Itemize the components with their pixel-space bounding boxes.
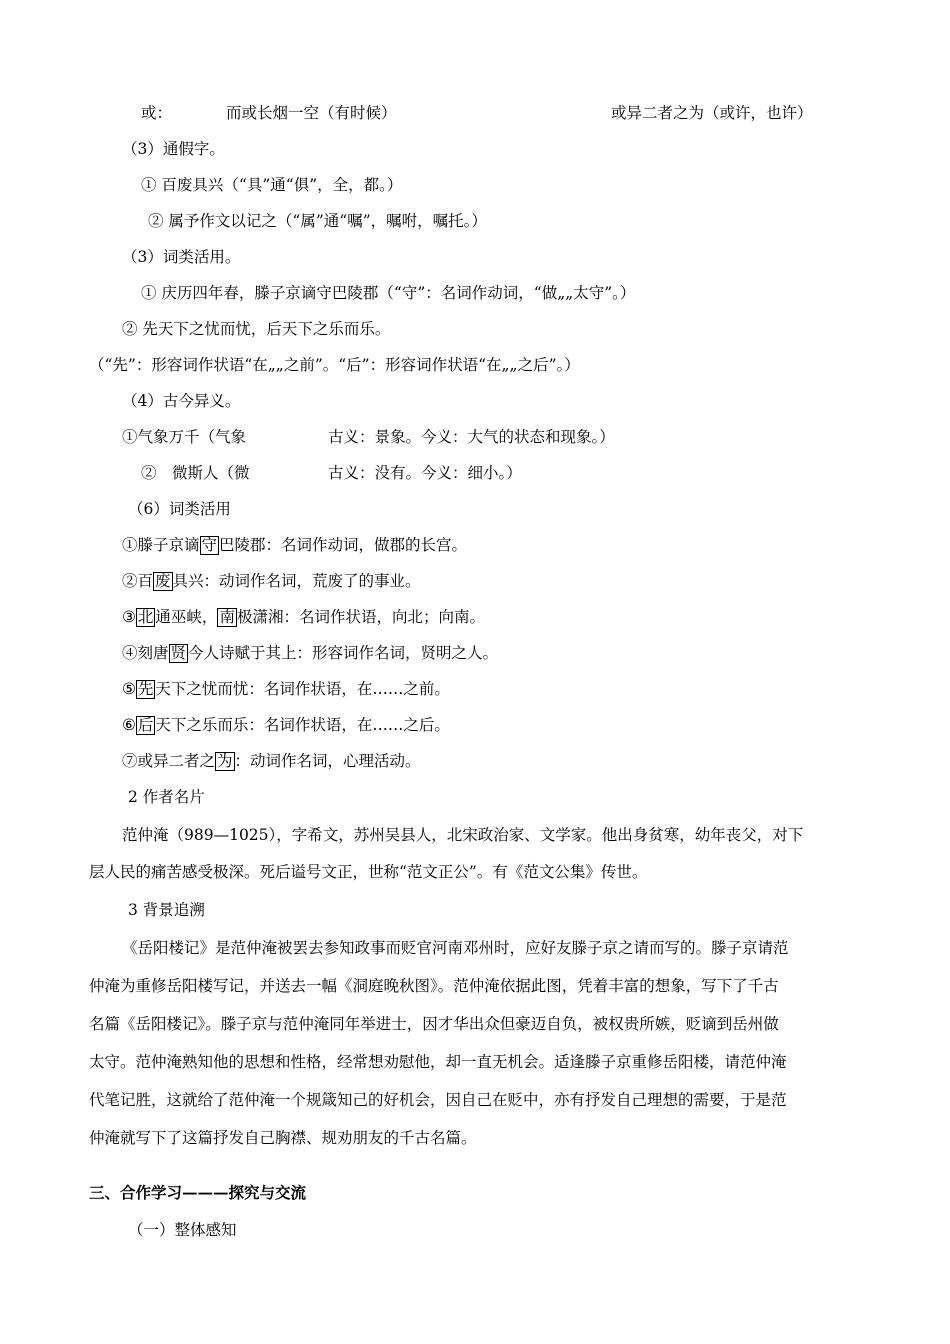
boxed-character: 为	[217, 752, 233, 770]
author-line-2: 层人民的痛苦感受极深。死后谥号文正，世称“范文正公”。有《范文公集》传世。	[89, 863, 648, 881]
background-line-3: 名篇《岳阳楼记》。滕子京与范仲淹同年举进士，因才华出众但豪迈自负，被权贵所嫉，贬谪到岳州做	[89, 1015, 779, 1033]
cilei2-item-4	[122, 643, 498, 663]
cilei1-item-1: ① 庆历四年春，滕子京谪守巴陵郡（“守”：名词作动词，“做„„太守”。）	[141, 284, 636, 302]
cilei2-item-2	[122, 571, 421, 591]
tongjia-heading: （3）通假字。	[122, 140, 225, 158]
gujin-item-2-meaning: 古义：没有。今义：细小。）	[328, 464, 522, 482]
cilei2-item-6	[122, 715, 450, 735]
item-text: 极潇湘：名词作状语，向北；向南。	[236, 608, 485, 626]
background-line-6: 仲淹就写下了这篇抒发自己胸襟、规劝朋友的千古名篇。	[89, 1129, 477, 1147]
background-heading: 3 背景追溯	[128, 901, 205, 919]
cilei2-heading: （6）词类活用	[128, 500, 231, 518]
item-text: ：动词作名词，心理活动。	[234, 752, 421, 770]
item-text: ⑤	[122, 680, 136, 698]
item-text: 巴陵郡：名词作动词，做郡的长宫。	[219, 536, 468, 554]
background-line-1: 《岳阳楼记》是范仲淹被罢去参知政事而贬官河南邓州时，应好友滕子京之请而写的。滕子京请范	[122, 939, 789, 957]
boxed-character: 废	[155, 572, 171, 590]
boxed-character: 贤	[170, 644, 187, 662]
item-text: 通巫峡，	[155, 608, 218, 626]
gujin-item-2-prefix: ② 微斯人（微	[141, 464, 250, 482]
background-line-2: 仲淹为重修岳阳楼写记，并送去一幅《洞庭晚秋图》。范仲淹依据此图，凭着丰富的想象，写下了千古	[89, 977, 779, 995]
item-text: 具兴：动词作名词，荒废了的事业。	[172, 572, 421, 590]
boxed-character: 先	[137, 680, 154, 698]
cilei2-item-5	[122, 679, 450, 699]
background-line-5: 代笔记胜，这就给了范仲淹一个规箴知己的好机会，因自己在贬中，亦有抒发自己理想的需要，于是范	[89, 1091, 787, 1109]
item-text: 天下之忧而忧：名词作状语，在……之前。	[155, 680, 450, 698]
tongjia-item-1: ① 百废具兴（“具”通“俱”，全，都。）	[141, 176, 403, 194]
boxed-character: 守	[201, 536, 218, 554]
gujin-item-1-prefix: ①气象万千（气象	[122, 428, 247, 446]
item-text: 天下之乐而乐：名词作状语，在……之后。	[155, 716, 450, 734]
cilei2-item-7	[122, 751, 421, 771]
author-heading: 2 作者名片	[128, 788, 205, 806]
cilei1-heading: （3）词类活用。	[122, 248, 241, 266]
item-text: ②百	[122, 572, 154, 590]
item-text: 今人诗赋于其上：形容词作名词，贤明之人。	[188, 644, 499, 662]
gujin-item-1-meaning: 古义：景象。今义：大气的状态和现象。）	[328, 428, 615, 446]
cilei1-item-2: ② 先天下之忧而忧，后天下之乐而乐。	[122, 320, 391, 338]
gujin-heading: （4）古今异义。	[122, 392, 241, 410]
background-line-4: 太守。范仲淹熟知他的思想和性格，经常想劝慰他，却一直无机会。适逢滕子京重修岳阳楼，请范仲淹	[89, 1053, 787, 1071]
boxed-character: 南	[219, 608, 235, 626]
cilei2-item-1	[122, 535, 467, 555]
item-text: ⑥	[122, 716, 136, 734]
item-text: ③	[122, 608, 136, 626]
boxed-character: 北	[137, 608, 154, 626]
item-text: ④刻唐	[122, 644, 169, 662]
huo-label: 或：	[141, 104, 173, 122]
author-line-1: 范仲淹（989—1025），字希文，苏州吴县人，北宋政治家、文学家。他出身贫寒，幼年丧父，对下	[122, 826, 804, 844]
section-heading: 三、合作学习———探究与交流	[89, 1183, 307, 1202]
item-text: ①滕子京谪	[122, 536, 200, 554]
huo-example-1: 而或长烟一空（有时候）	[226, 104, 397, 122]
tongjia-item-2: ② 属予作文以记之（“属”通“嘱”，嘱咐，嘱托。）	[148, 212, 487, 230]
cilei2-item-3	[122, 607, 485, 627]
huo-example-2: 或异二者之为（或许，也许）	[611, 104, 813, 122]
cilei1-note: （“先”：形容词作状语“在„„之前”。“后”：形容词作状语“在„„之后”。）	[89, 356, 580, 374]
item-text: ⑦或异二者之	[122, 752, 216, 770]
boxed-character: 后	[137, 716, 154, 734]
section-subheading: （一）整体感知	[128, 1221, 237, 1239]
